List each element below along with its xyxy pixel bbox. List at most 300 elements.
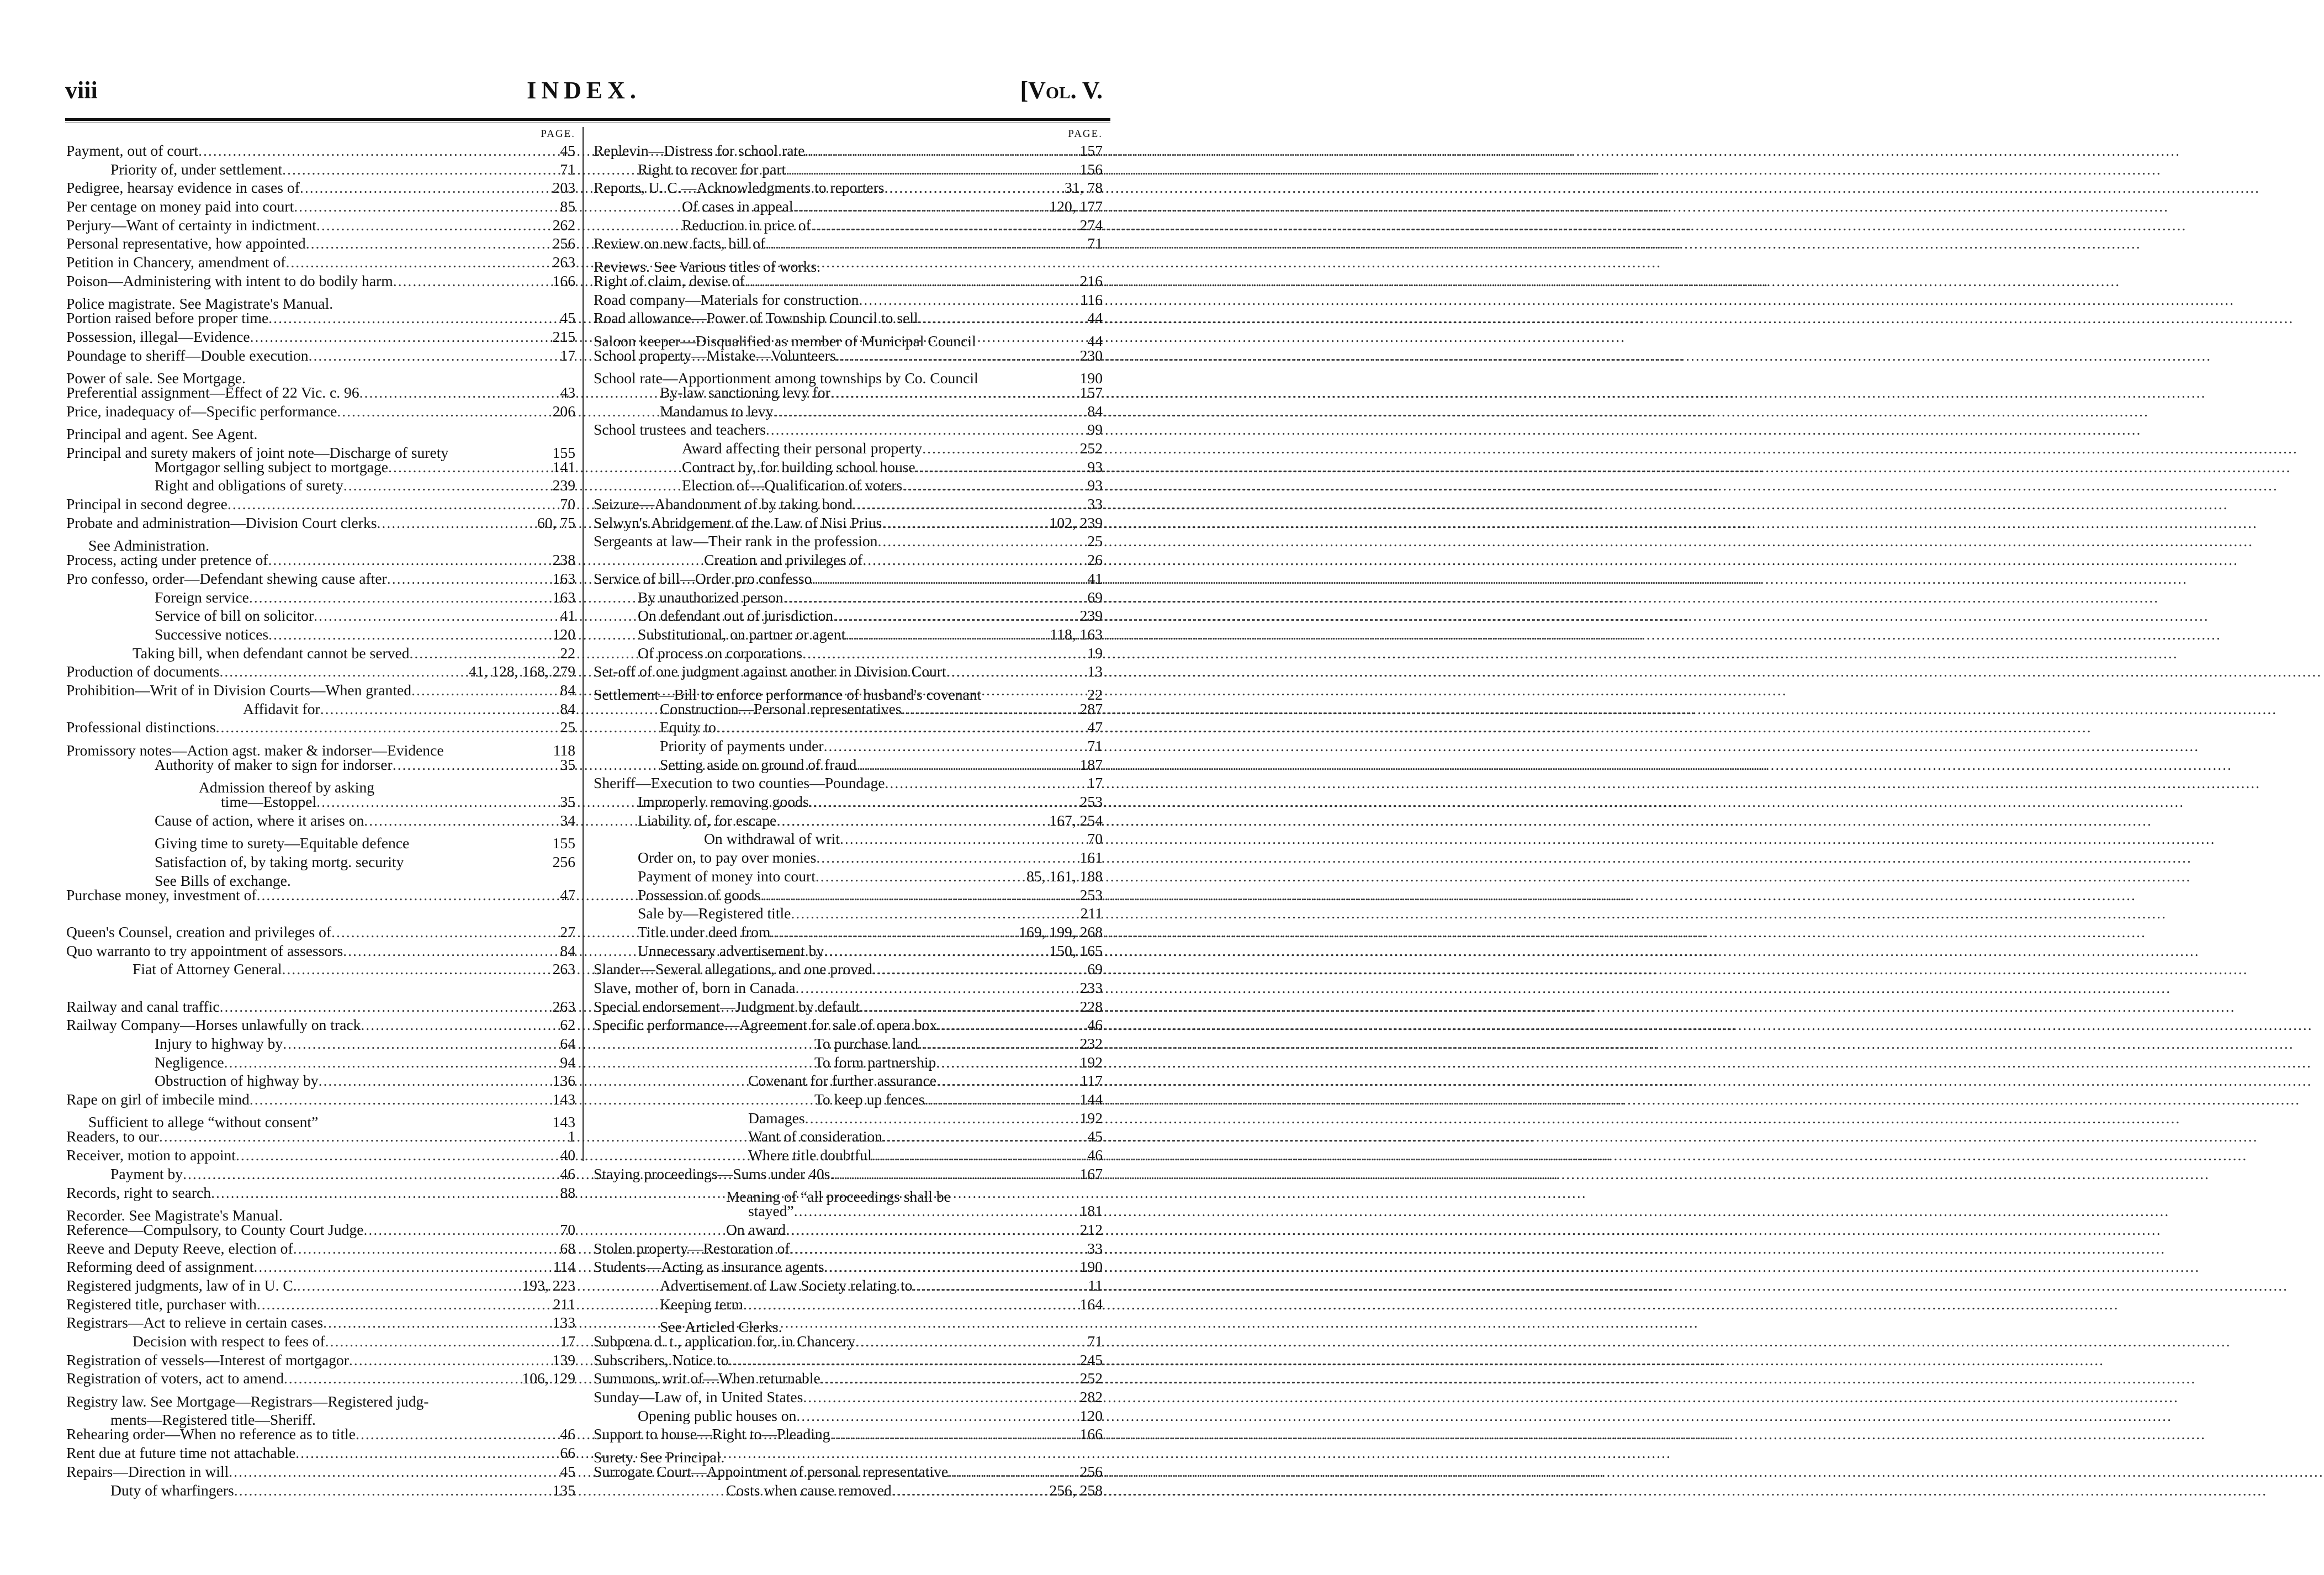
entry-text: See Administration. <box>88 537 210 554</box>
entry-page: 239 <box>1079 607 1103 625</box>
entry-text: Contract by, for building school house <box>682 458 915 475</box>
index-entry <box>594 979 1103 997</box>
entry-text: Saloon keeper—Disqualified as member of Municipal Council <box>594 332 976 350</box>
entry-text: Settlement—Bill to enforce performance of husband's covenant <box>594 685 982 703</box>
entry-page: 84 <box>1087 402 1103 420</box>
index-entry <box>594 569 1103 588</box>
index-entry <box>66 141 575 160</box>
entry-page: 34 <box>560 811 575 829</box>
entry-text: To purchase land <box>814 1035 919 1052</box>
index-entry <box>594 160 1103 179</box>
entry-text: Power of sale. See Mortgage. <box>66 369 246 387</box>
dot-leader <box>820 253 1099 272</box>
entry-page: 44 <box>1087 309 1103 327</box>
entry-text: Review on new facts, bill of <box>594 235 766 252</box>
index-entry <box>594 272 1103 290</box>
index-entry <box>594 942 1103 960</box>
entry-page: 238 <box>552 551 575 569</box>
entry-text: Title under deed from <box>638 923 771 940</box>
dot-leader <box>812 569 1084 588</box>
entry-page: 215 <box>552 327 575 345</box>
dot-leader <box>877 532 1084 551</box>
entry-page: 166 <box>1079 1425 1103 1443</box>
index-entry <box>66 178 575 197</box>
dot-leader <box>393 272 549 290</box>
dot-leader <box>364 1220 557 1239</box>
dot-leader <box>333 290 572 309</box>
entry-text: stayed” <box>748 1202 794 1220</box>
index-entry <box>594 1016 1103 1034</box>
index-entry <box>66 606 575 625</box>
index-entry <box>66 1481 575 1500</box>
entry-text: By-law sanctioning levy for <box>660 383 830 401</box>
entry-page: 233 <box>1079 979 1103 996</box>
entry-text: Decision with respect to fees of <box>133 1333 325 1350</box>
index-entry <box>594 420 1103 439</box>
index-entry <box>594 1053 1103 1072</box>
entry-text: Pedigree, hearsay evidence in cases of <box>66 179 300 197</box>
index-entry <box>66 588 575 607</box>
entry-text: Prohibition—Writ of in Division Courts—When granted <box>66 681 412 699</box>
index-entry <box>66 997 575 1016</box>
dot-leader <box>820 1369 1077 1388</box>
entry-page: 33 <box>1087 495 1103 513</box>
entry-text: Possession, illegal—Evidence <box>66 327 250 345</box>
index-entry <box>66 625 575 644</box>
dot-leader <box>268 625 549 644</box>
entry-page: 71 <box>1087 1333 1103 1350</box>
index-entry <box>594 532 1103 551</box>
dot-leader <box>323 1313 549 1332</box>
dot-leader <box>393 755 557 774</box>
dot-leader <box>803 1388 1076 1407</box>
entry-page: 46 <box>560 1165 575 1182</box>
index-entry <box>66 1016 575 1034</box>
index-entry <box>594 1481 1103 1500</box>
entry-text: Per centage on money paid into court <box>66 198 294 215</box>
index-entry <box>66 1034 575 1053</box>
entry-text: Construction—Personal representatives <box>660 700 902 717</box>
entry-page: 70 <box>560 495 575 513</box>
dot-leader <box>840 829 1084 848</box>
dot-leader <box>834 1165 1076 1183</box>
entry-page: 192 <box>1079 1053 1103 1071</box>
entry-page: 120 <box>1079 1407 1103 1424</box>
column-page-label: PAGE. <box>1068 128 1103 140</box>
dot-leader <box>325 1332 557 1351</box>
index-entry <box>594 327 1103 350</box>
index-entry <box>594 1202 1103 1220</box>
entry-page: 27 <box>560 923 575 940</box>
index-entry <box>66 514 575 532</box>
index-entry <box>66 1090 575 1109</box>
entry-page: 155 <box>552 443 575 461</box>
dot-leader <box>257 886 557 905</box>
dot-leader <box>211 1183 557 1202</box>
index-entry <box>66 829 575 852</box>
entry-page: 164 <box>1079 1295 1103 1313</box>
dot-leader <box>314 606 557 625</box>
entry-page: 144 <box>1079 1091 1103 1108</box>
dot-leader <box>216 718 557 737</box>
entry-page: 85, 161, 188 <box>1026 867 1103 885</box>
entry-page: 85 <box>560 198 575 215</box>
entry-text: Principal and agent. See Agent. <box>66 425 258 442</box>
entry-page: 68 <box>560 1239 575 1257</box>
entry-text: Service of bill—Order pro confesso <box>594 569 812 587</box>
dot-leader <box>925 1090 1077 1109</box>
index-entry <box>594 588 1103 607</box>
index-entry <box>594 886 1103 905</box>
entry-text: Portion raised before proper time <box>66 309 269 327</box>
dot-leader <box>283 1202 572 1220</box>
entry-page: 84 <box>560 700 575 717</box>
entry-page: 216 <box>1079 272 1103 289</box>
entry-text: time—Estoppel <box>221 793 317 811</box>
dot-leader <box>872 1146 1084 1165</box>
index-entry <box>66 1202 575 1224</box>
index-entry <box>594 923 1103 942</box>
dot-leader <box>830 1425 1076 1444</box>
index-entry <box>66 923 575 942</box>
entry-text: Surrogate Court—Appointment of personal representative <box>594 1462 949 1480</box>
entry-text: Repairs—Direction in will <box>66 1462 229 1480</box>
dot-leader <box>250 327 549 346</box>
entry-text: Poundage to sheriff—Double execution <box>66 346 309 364</box>
index-entry <box>66 272 575 290</box>
entry-text: Purchase money, investment of <box>66 886 257 903</box>
index-entry <box>66 309 575 327</box>
entry-page: 287 <box>1079 700 1103 717</box>
index-entry <box>66 495 575 514</box>
entry-text: Road allowance—Power of Township Council to sell <box>594 309 918 327</box>
dot-leader <box>892 1481 1046 1500</box>
entry-page: 41 <box>560 607 575 625</box>
entry-page: 169, 199, 268 <box>1019 923 1103 940</box>
dot-leader <box>918 1034 1077 1053</box>
index-entry <box>594 774 1103 792</box>
dot-leader <box>316 216 549 235</box>
entry-page: 156 <box>1079 160 1103 178</box>
index-entry <box>594 1425 1103 1444</box>
dot-leader <box>234 1481 549 1500</box>
index-entry <box>66 1165 575 1183</box>
index-entry <box>594 829 1103 848</box>
entry-page: 161 <box>1079 849 1103 866</box>
dot-leader <box>409 829 549 848</box>
entry-text: Staying proceedings—Sums under 40s. <box>594 1165 834 1182</box>
entry-page: 64 <box>560 1035 575 1052</box>
dot-leader <box>246 364 572 383</box>
entry-text: Rape on girl of imbecile mind <box>66 1091 250 1108</box>
entry-text: See Articled Clerks. <box>660 1318 782 1335</box>
entry-text: Railway and canal traffic <box>66 997 220 1015</box>
entry-page: 114 <box>553 1258 575 1276</box>
entry-text: Duty of wharfingers <box>110 1481 234 1499</box>
index-entry <box>66 364 575 387</box>
index-entry <box>594 290 1103 309</box>
dot-leader <box>282 160 557 179</box>
entry-page: 84 <box>560 681 575 699</box>
dot-leader <box>782 1313 1099 1332</box>
entry-page: 256, 258 <box>1049 1481 1103 1499</box>
index-entry <box>66 1146 575 1165</box>
index-entry <box>66 737 575 759</box>
entry-page: 141 <box>552 458 575 475</box>
entry-text: Where title doubtful <box>748 1146 872 1164</box>
entry-page: 190 <box>1079 1258 1103 1276</box>
entry-page: 71 <box>1087 235 1103 252</box>
dot-leader <box>268 551 549 569</box>
index-entry <box>594 234 1103 253</box>
index-entry <box>594 1034 1103 1053</box>
entry-page: 45 <box>560 1462 575 1480</box>
entry-page: 47 <box>1087 718 1103 736</box>
index-entry <box>594 1127 1103 1146</box>
index-entry <box>66 774 575 796</box>
dot-leader <box>284 1369 519 1388</box>
entry-page: 133 <box>552 1314 575 1331</box>
entry-page: 157 <box>1079 383 1103 401</box>
index-entry <box>66 1127 575 1146</box>
entry-text: On defendant out of jurisdiction <box>638 607 834 625</box>
entry-text: Stolen property—Restoration of <box>594 1239 790 1257</box>
entry-text: Keeping term <box>660 1295 743 1313</box>
dot-leader <box>404 848 549 867</box>
index-entry <box>66 1109 575 1131</box>
dot-leader <box>359 383 557 402</box>
index-entry <box>594 1276 1103 1295</box>
entry-text: Reviews. See Various titles of works. <box>594 257 821 275</box>
entry-text: Recorder. See Magistrate's Manual. <box>66 1206 283 1224</box>
index-entry <box>66 1444 575 1462</box>
entry-page: 262 <box>552 216 575 234</box>
entry-text: Probate and administration—Division Court clerks <box>66 514 377 531</box>
dot-leader <box>724 1444 1099 1462</box>
index-entry <box>66 942 575 960</box>
dot-leader <box>745 272 1077 290</box>
entry-text: Reduction in price of <box>682 216 811 234</box>
entry-page: 84 <box>560 942 575 959</box>
dot-leader <box>220 997 549 1016</box>
entry-page: 143 <box>552 1113 575 1131</box>
entry-text: Special endorsement—Judgment by default <box>594 997 860 1015</box>
dot-leader <box>776 811 1046 830</box>
dot-leader <box>159 1127 564 1146</box>
entry-text: Payment by <box>110 1165 183 1182</box>
index-entry <box>66 160 575 179</box>
entry-text: Equity to <box>660 718 716 736</box>
index-entry <box>594 1332 1103 1351</box>
entry-page: 192 <box>1079 1109 1103 1127</box>
entry-text: Taking bill, when defendant cannot be served <box>133 644 410 662</box>
dot-leader <box>377 514 534 532</box>
entry-text: Sunday—Law of, in United States <box>594 1388 803 1406</box>
entry-text: Registration of vessels—Interest of mortgagor <box>66 1351 349 1368</box>
entry-page: 46 <box>1087 1016 1103 1034</box>
entry-text: Reference—Compulsory, to County Court Judge <box>66 1220 364 1238</box>
entry-page: 22 <box>560 644 575 662</box>
entry-text: School trustees and teachers <box>594 421 766 438</box>
entry-text: Selwyn's Abridgement of the Law of Nisi Prius <box>594 514 882 531</box>
index-entry <box>594 458 1103 477</box>
dot-leader <box>856 755 1076 774</box>
dot-leader <box>946 662 1084 681</box>
dot-leader <box>250 1090 549 1109</box>
entry-text: Foreign service <box>155 588 249 606</box>
entry-text: Covenant for further assurance <box>748 1072 936 1090</box>
index-entry <box>66 1276 575 1295</box>
dot-leader <box>257 420 572 439</box>
index-entry <box>66 1239 575 1258</box>
entry-text: Professional distinctions <box>66 718 216 736</box>
entry-text: Affidavit for <box>243 700 320 717</box>
index-entry <box>594 1313 1103 1335</box>
entry-text: Fiat of Attorney General <box>133 960 282 978</box>
index-entry <box>594 495 1103 514</box>
index-entry <box>594 551 1103 569</box>
dot-leader <box>885 178 1062 197</box>
entry-page: 263 <box>552 997 575 1015</box>
dot-leader <box>902 476 1084 495</box>
blank-line <box>66 979 575 997</box>
index-entry <box>66 662 575 681</box>
index-entry <box>594 960 1103 979</box>
entry-text: Principal in second degree <box>66 495 227 513</box>
page-header <box>65 76 1103 109</box>
entry-page: 46 <box>560 1425 575 1443</box>
index-column-left <box>66 128 575 1499</box>
index-entry <box>594 1146 1103 1165</box>
index-entry <box>66 1332 575 1351</box>
entry-page: 116 <box>1080 290 1103 308</box>
index-entry <box>594 364 1103 387</box>
dot-leader <box>387 569 549 588</box>
entry-page: 143 <box>552 1091 575 1108</box>
dot-leader <box>882 1127 1084 1146</box>
dot-leader <box>285 253 549 272</box>
index-entry <box>594 141 1103 160</box>
entry-text: Unnecessary advertisement by <box>638 942 824 959</box>
dot-leader <box>855 1332 1084 1351</box>
entry-text: Negligence <box>155 1053 224 1071</box>
dot-leader <box>198 141 557 160</box>
index-entry <box>594 904 1103 923</box>
dot-leader <box>337 402 549 421</box>
entry-page: 93 <box>1087 477 1103 494</box>
index-entry <box>594 1444 1103 1466</box>
index-entry <box>594 792 1103 811</box>
dot-leader <box>209 532 572 551</box>
column-divider <box>583 127 584 1161</box>
dot-leader <box>786 160 1076 179</box>
dot-leader <box>257 1295 550 1314</box>
entry-page: 44 <box>1087 332 1103 350</box>
entry-page: 26 <box>1087 551 1103 569</box>
entry-text: Obstruction of highway by <box>155 1072 319 1090</box>
entry-page: 70 <box>1087 830 1103 848</box>
entry-text: To keep up fences <box>814 1091 925 1108</box>
dot-leader <box>790 1239 1084 1258</box>
dot-leader <box>902 700 1077 718</box>
index-entry <box>66 867 575 889</box>
dot-leader <box>860 997 1077 1016</box>
index-entry <box>66 569 575 588</box>
entry-text: Seizure—Abandonment of by taking bond <box>594 495 853 513</box>
entry-page: 71 <box>1087 737 1103 754</box>
entry-text: Injury to highway by <box>155 1035 283 1052</box>
entry-text: Costs when cause removed <box>726 1481 892 1499</box>
index-entry <box>66 1053 575 1072</box>
entry-page: 163 <box>552 588 575 606</box>
index-entry <box>594 514 1103 532</box>
index-entry <box>66 476 575 495</box>
entry-page: 230 <box>1079 346 1103 364</box>
entry-page: 167 <box>1079 1165 1103 1182</box>
entry-text: Registration of voters, act to amend <box>66 1370 284 1387</box>
entry-page: 253 <box>1079 793 1103 811</box>
dot-leader <box>833 606 1077 625</box>
entry-text: Preferential assignment—Effect of 22 Vic. c. 96 <box>66 383 359 401</box>
entry-page: 35 <box>560 755 575 773</box>
dot-leader <box>936 1053 1076 1072</box>
entry-text: Support to house—Right to—Pleading <box>594 1425 830 1443</box>
entry-page: 43 <box>560 383 575 401</box>
entry-page: 187 <box>1079 755 1103 773</box>
entry-page: 93 <box>1087 458 1103 475</box>
entry-text: On award <box>726 1220 786 1238</box>
entry-page: 88 <box>560 1183 575 1201</box>
dot-leader <box>728 1351 1076 1370</box>
entry-page: 102, 239 <box>1049 514 1103 531</box>
index-entry <box>594 644 1103 663</box>
dot-leader <box>937 1016 1084 1034</box>
entry-page: 69 <box>1087 960 1103 978</box>
entry-text: Specific performance—Agreement for sale of opera box <box>594 1016 938 1034</box>
entry-text: Perjury—Want of certainty in indictment <box>66 216 316 234</box>
entry-text: Railway Company—Horses unlawfully on track <box>66 1016 361 1034</box>
index-entry <box>66 1071 575 1090</box>
dot-leader <box>411 681 557 700</box>
dot-leader <box>309 346 557 365</box>
index-entry <box>594 1388 1103 1407</box>
entry-page: 13 <box>1087 663 1103 680</box>
dot-leader <box>922 439 1076 458</box>
index-entry <box>594 439 1103 458</box>
dot-leader <box>349 1351 549 1370</box>
index-entry <box>594 1407 1103 1425</box>
entry-text: See Bills of exchange. <box>155 871 291 889</box>
dot-leader <box>862 551 1084 569</box>
entry-text: Damages <box>748 1109 805 1127</box>
entry-page: 203 <box>552 179 575 197</box>
entry-page: 117 <box>1080 1072 1103 1090</box>
entry-page: 94 <box>560 1053 575 1071</box>
entry-page: 45 <box>560 309 575 327</box>
dot-leader <box>845 625 1046 644</box>
index-entry <box>66 1351 575 1370</box>
dot-leader <box>282 960 549 979</box>
entry-page: 25 <box>1087 532 1103 550</box>
entry-page: 71 <box>560 160 575 178</box>
entry-text: Award affecting their personal property <box>682 440 923 457</box>
entry-text: Reports, U. C.—Acknowledgments to reporters <box>594 179 885 197</box>
entry-text: Surety. See Principal. <box>594 1448 725 1466</box>
entry-page: 25 <box>560 718 575 736</box>
dot-leader <box>918 309 1084 327</box>
entry-text: Giving time to surety—Equitable defence <box>155 834 410 852</box>
entry-text: Registered title, purchaser with <box>66 1295 257 1313</box>
